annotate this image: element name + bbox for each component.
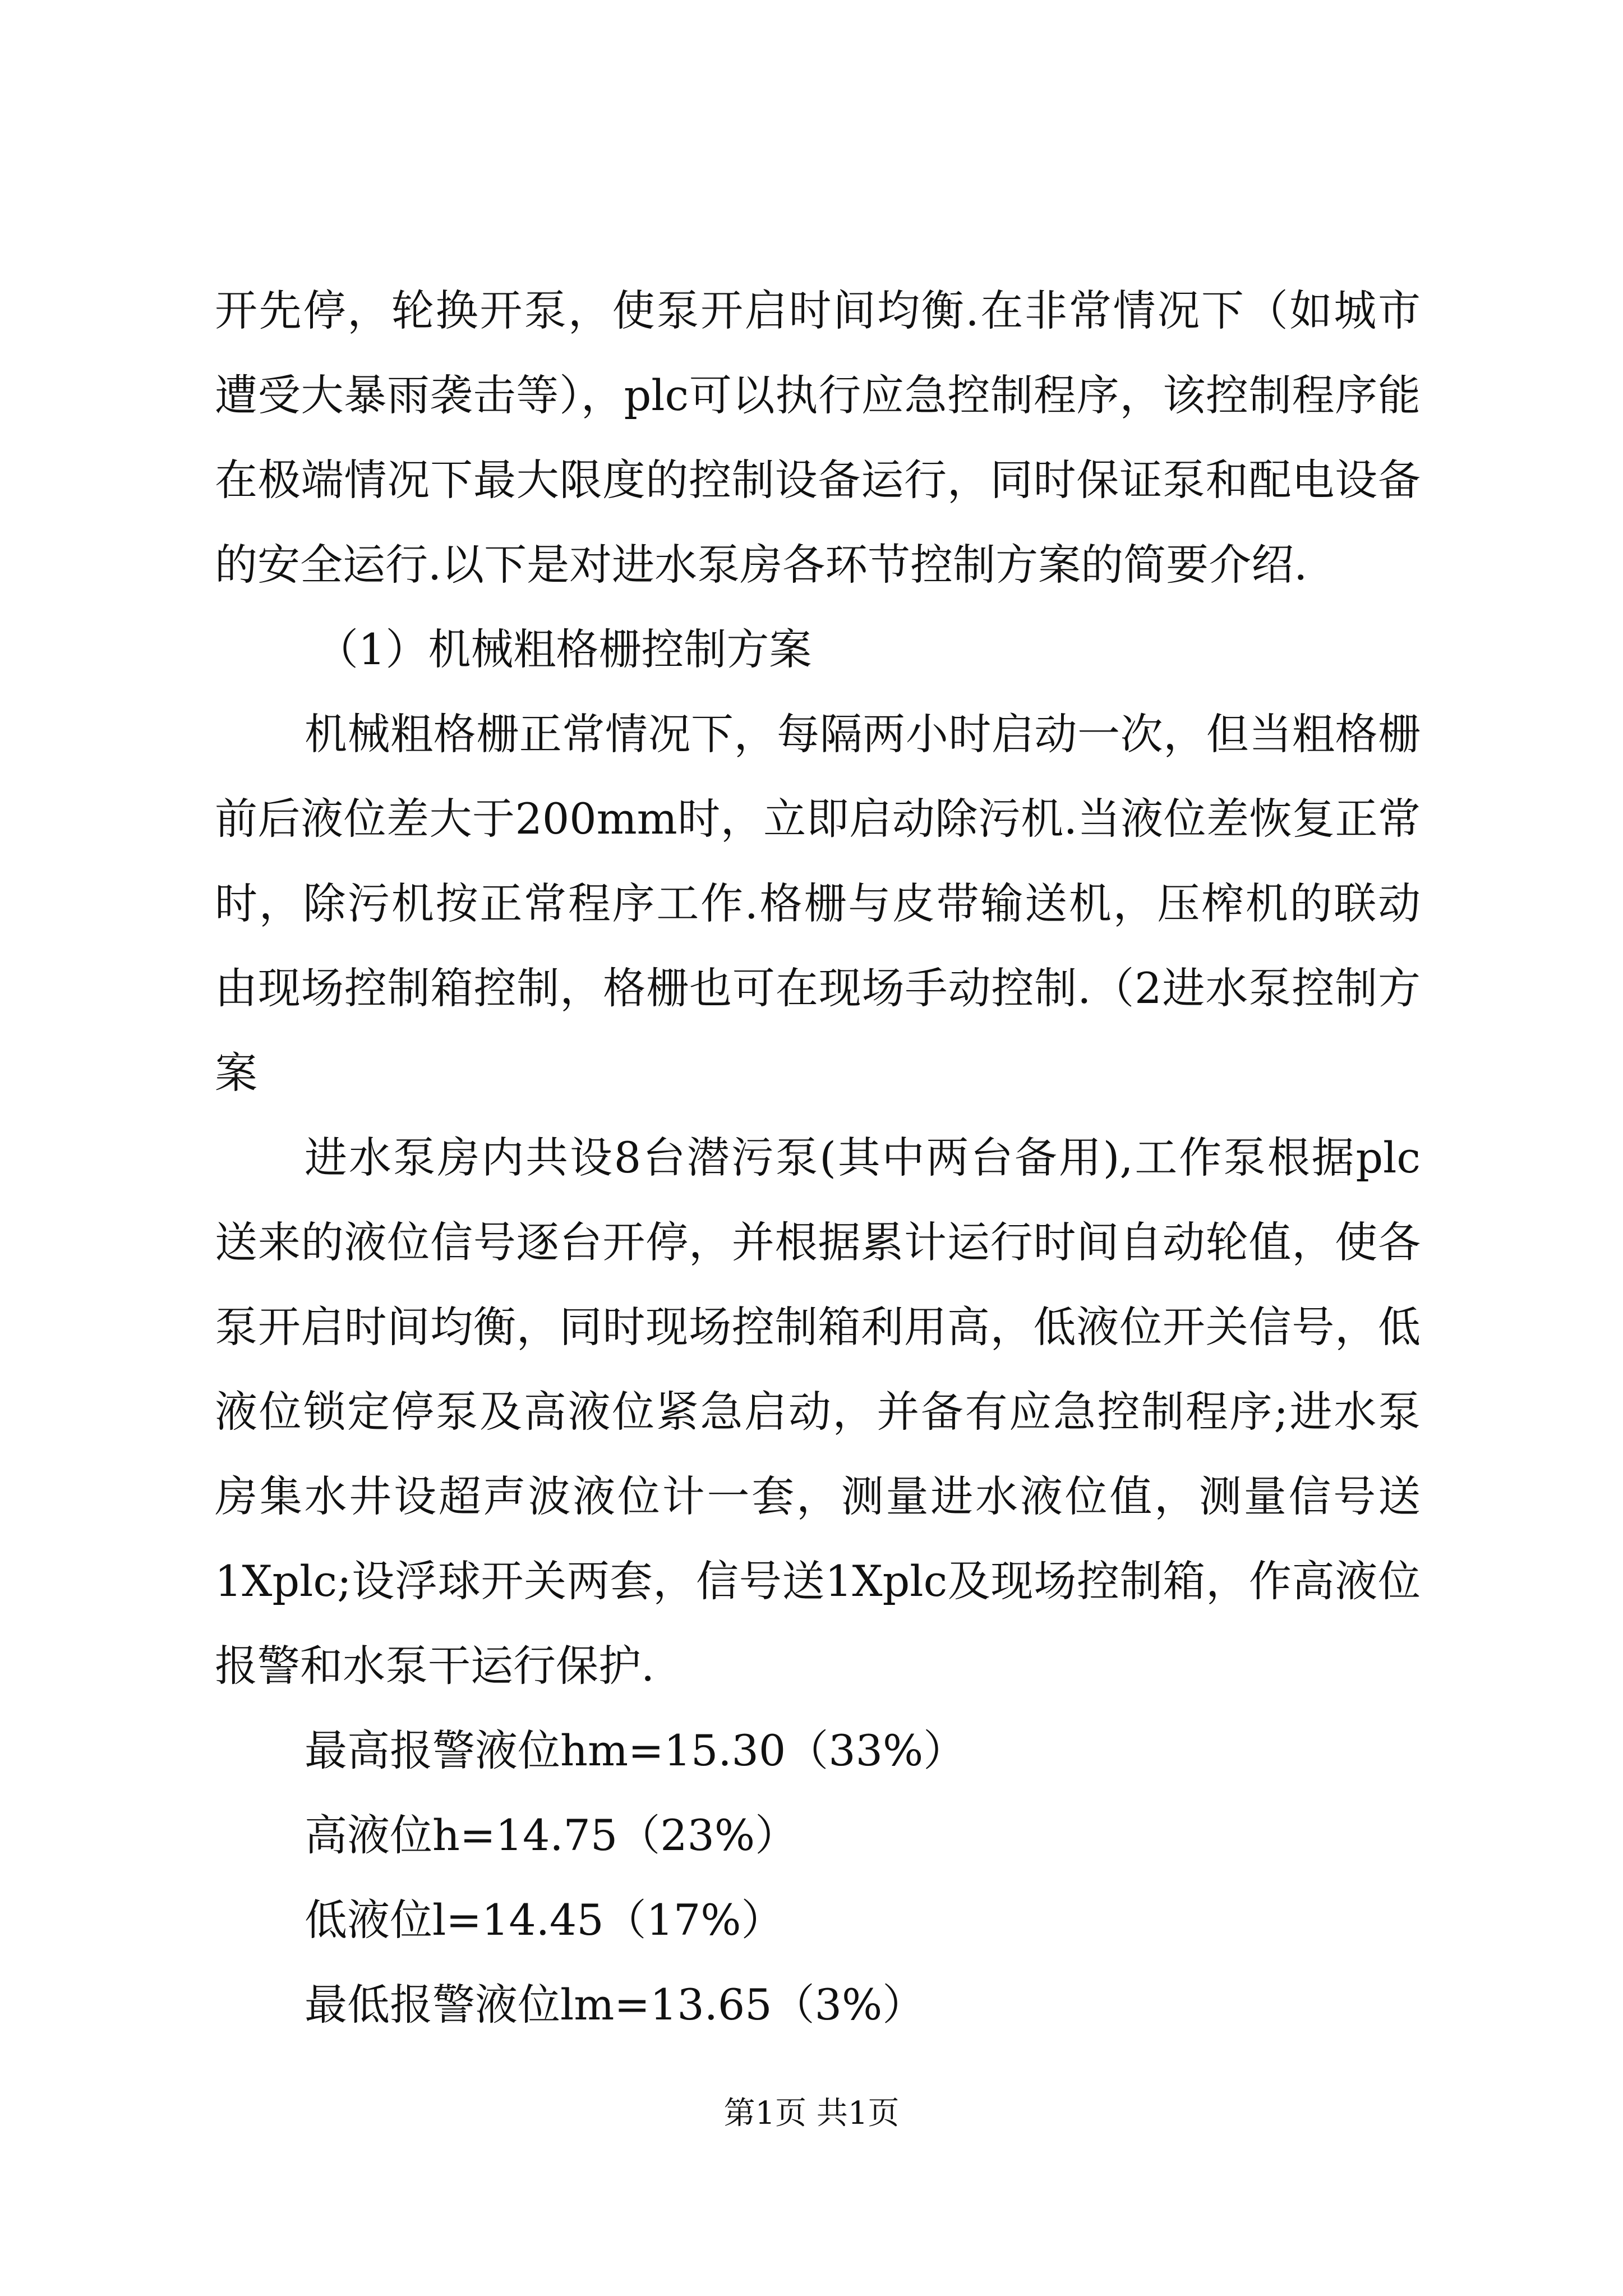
level-low: 低液位l=14.45（17%） bbox=[305, 1895, 784, 1945]
paragraph-intro: 开先停，轮换开泵，使泵开启时间均衡.在非常情况下（如城市遭受大暴雨袭击等），plc可以执行应急控制程序，该控制程序能在极端情况下最大限度的控制设备运行，同时保证泵和配电设备的安全运行.以下是对进水泵房各环节控制方案的简要介绍. bbox=[215, 286, 1421, 590]
level-highest-alarm: 最高报警液位hm=15.30（33%） bbox=[305, 1726, 966, 1775]
level-lowest-alarm: 最低报警液位lm=13.65（3%） bbox=[305, 1980, 925, 2030]
page-footer: 第1页 共1页 bbox=[723, 2095, 900, 2132]
paragraph-coarse-screen: 机械粗格栅正常情况下，每隔两小时启动一次，但当粗格栅前后液位差大于200mm时，立即启动除污机.当液位差恢复正常时，除污机按正常程序工作.格栅与皮带输送机，压榨机的联动由现场控制箱控制，格栅也可在现场手动控制.（2进水泵控制方案 bbox=[215, 709, 1421, 1098]
paragraph-intake-pump: 进水泵房内共设8台潜污泵(其中两台备用),工作泵根据plc送来的液位信号逐台开停，并根据累计运行时间自动轮值，使各泵开启时间均衡，同时现场控制箱利用高，低液位开关信号，低液位锁定停泵及高液位紧急启动，并备有应急控制程序;进水泵房集水井设超声波液位计一套，测量进水液位值，测量信号送1Xplc;设浮球开关两套，信号送1Xplc及现场控制箱，作高液位报警和水泵干运行保护. bbox=[215, 1133, 1421, 1691]
document-body bbox=[215, 268, 1421, 2047]
level-high: 高液位h=14.75（23%） bbox=[305, 1810, 798, 1860]
section-heading-coarse-screen: （1）机械粗格栅控制方案 bbox=[316, 624, 812, 674]
